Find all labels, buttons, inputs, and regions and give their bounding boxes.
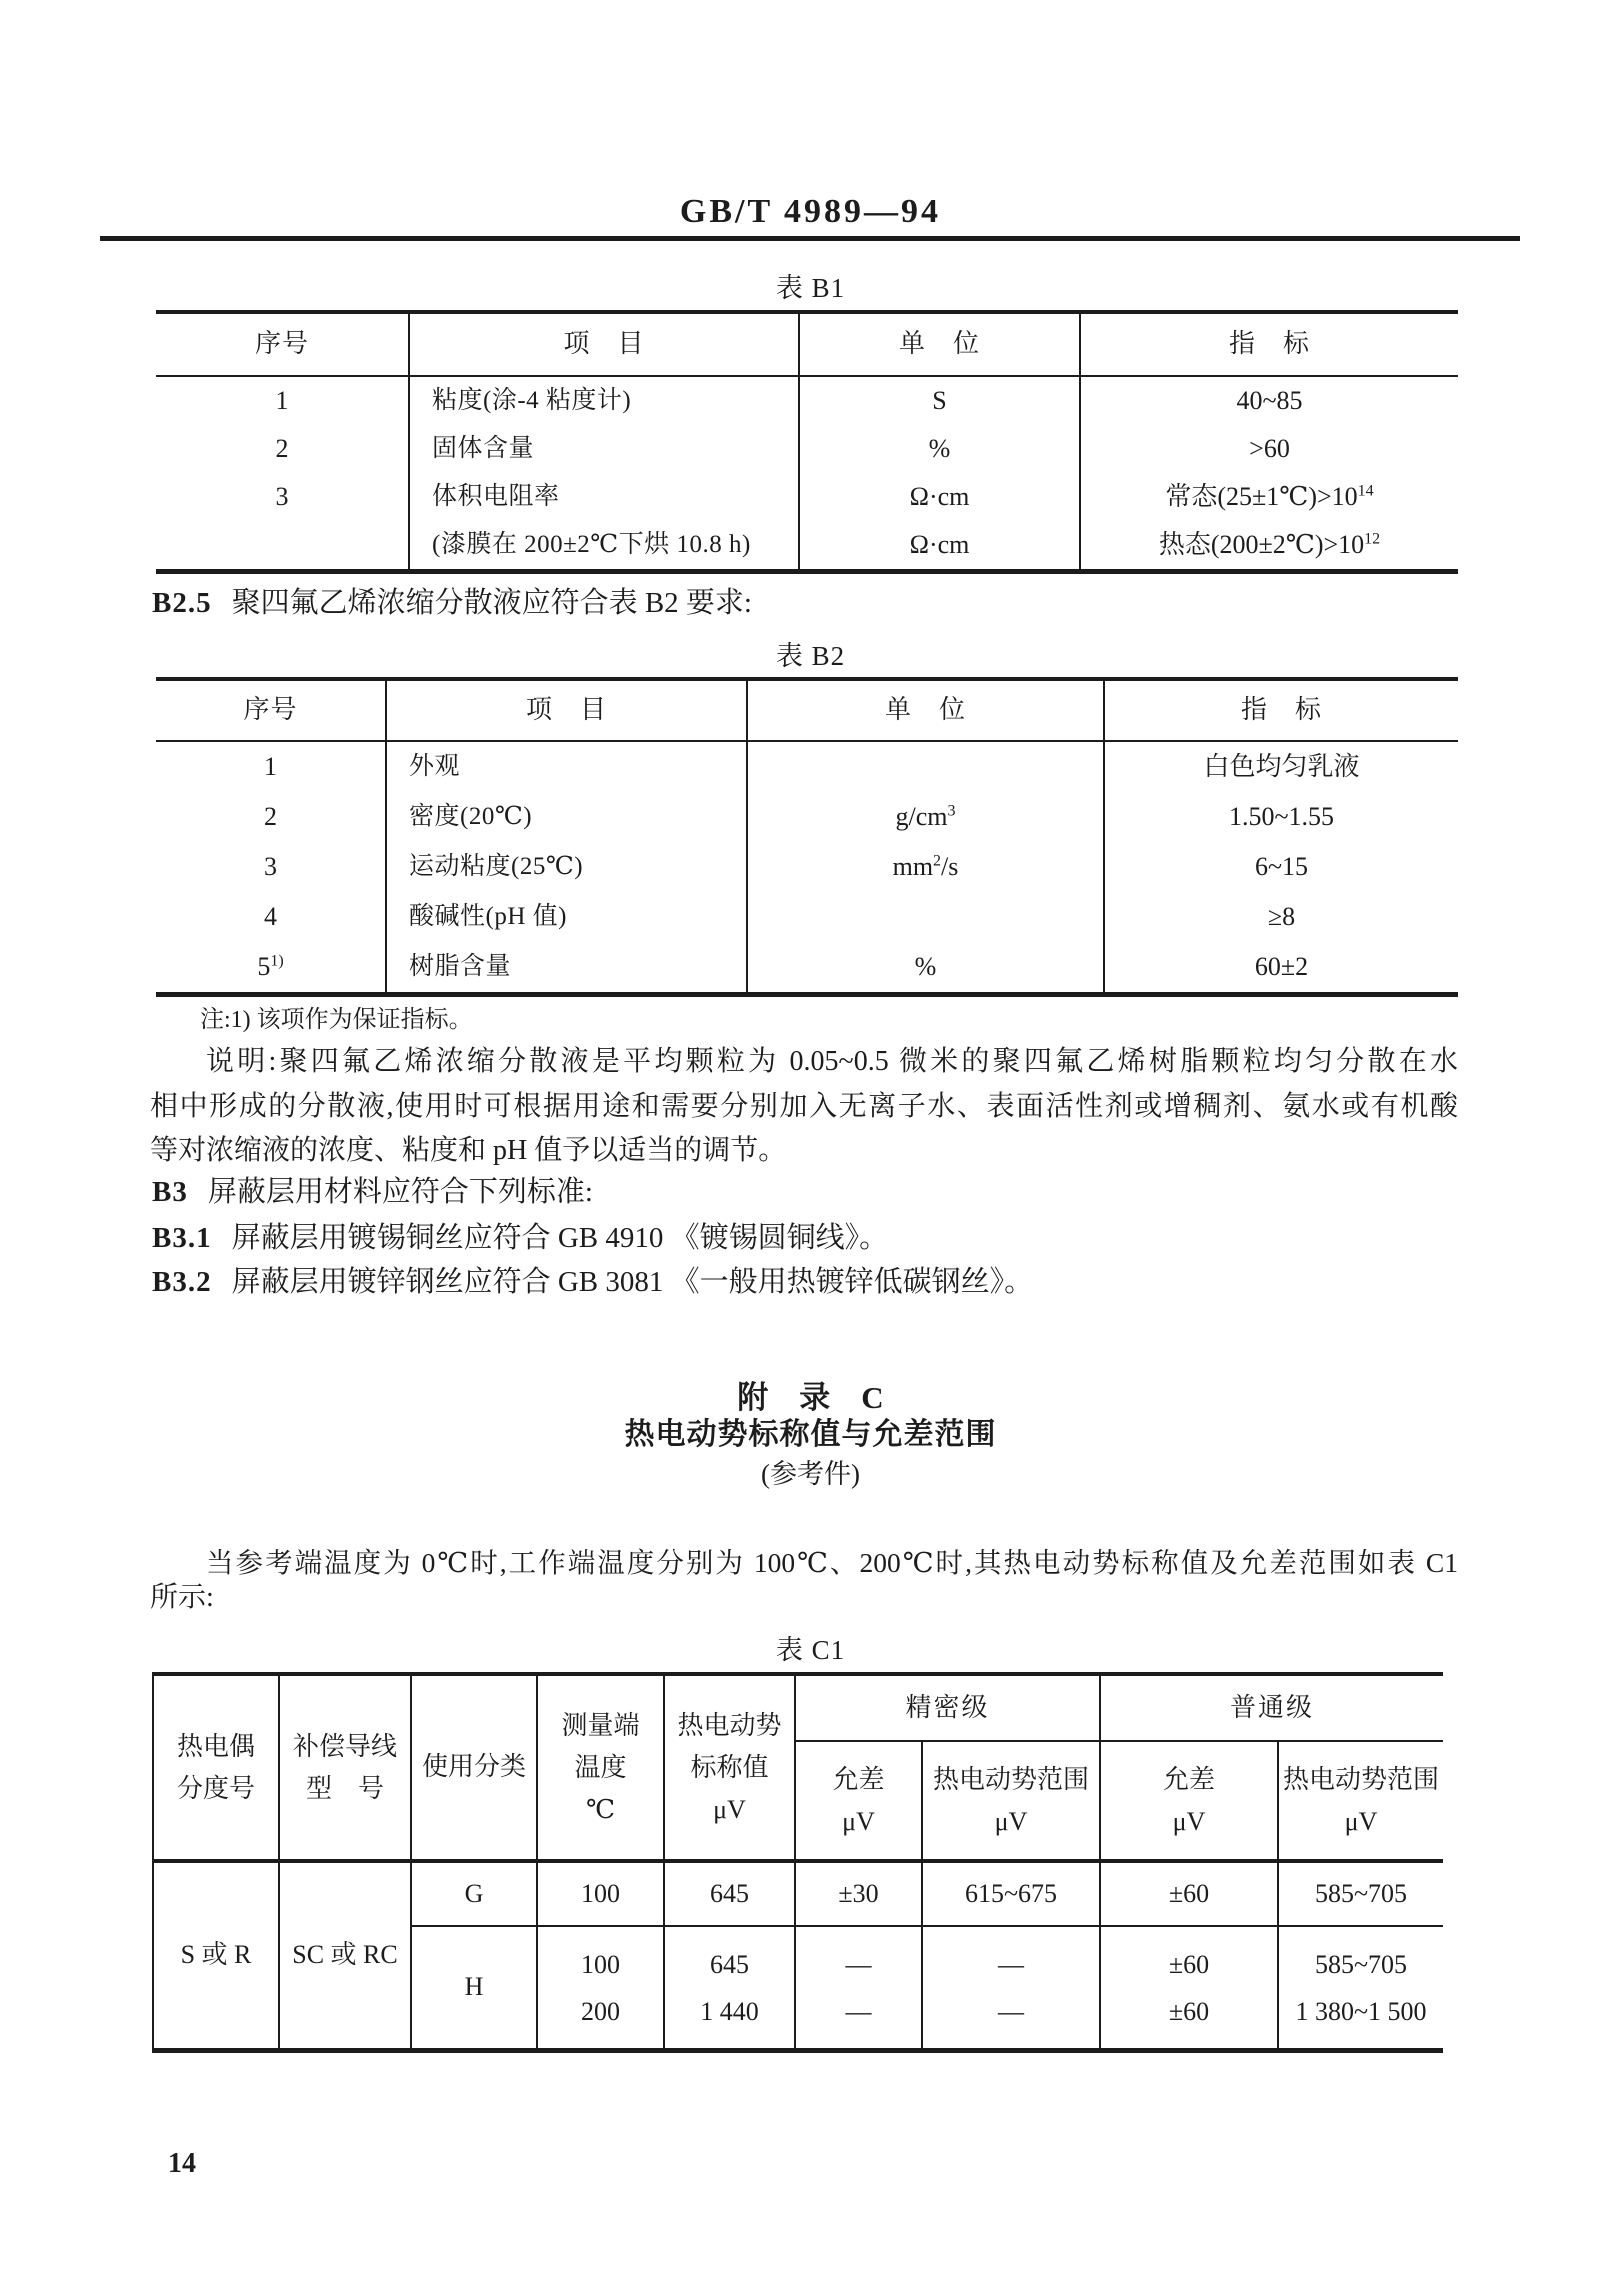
section-b3-2 [152, 1264, 1033, 1300]
cell-line: ±60 [1168, 1949, 1210, 1979]
c1-header-meas-temp [537, 1674, 664, 1861]
header-line: 热电偶 [176, 1731, 255, 1761]
table-cell [747, 842, 1104, 892]
c1-header-usage-class: 使用分类 [411, 1674, 537, 1861]
table-cell [747, 792, 1104, 842]
table-cell [156, 942, 386, 995]
header-line: 补偿导线 [292, 1731, 397, 1761]
c1-group-header-row [153, 1674, 1443, 1741]
table-cell: 4 [264, 901, 277, 931]
header-line: 热电动势 [677, 1710, 782, 1740]
header-line: 标称值 [690, 1752, 769, 1782]
table-cell: ≥8 [1104, 892, 1458, 942]
table-cell [664, 1926, 795, 2051]
table-cell: 运动粘度(25℃) [386, 842, 747, 892]
table-cell: 60±2 [1104, 942, 1458, 995]
c1-header-emf-nominal [664, 1674, 795, 1861]
table-b1-caption: 表 B1 [775, 273, 846, 303]
cell-line: 1 380~1 500 [1295, 1996, 1427, 2026]
section-text: 聚四氟乙烯浓缩分散液应符合表 B2 要求: [231, 587, 752, 619]
header-line: μV [713, 1794, 746, 1824]
table-cell: 2 [264, 801, 277, 831]
table-cell [922, 1926, 1100, 2051]
header-line: ℃ [585, 1794, 616, 1824]
unit-value: g/cm [895, 801, 948, 831]
table-b2-footnote: 注:1) 该项作为保证指标。 [200, 1007, 473, 1033]
section-b3 [152, 1174, 593, 1210]
explanation-line: 等对浓缩液的浓度、粘度和 pH 值予以适当的调节。 [150, 1135, 787, 1166]
header-line: 热电动势范围 [933, 1764, 1090, 1794]
table-cell: G [411, 1861, 537, 1926]
header-rule [100, 236, 1520, 241]
table-cell: 100 [537, 1861, 664, 1926]
superscript: 14 [1357, 482, 1374, 500]
table-cell [747, 892, 1104, 942]
appendix-c-intro-line1: 当参考端温度为 0℃时,工作端温度分别为 100℃、200℃时,其热电动势标称值及允差范围如表 C1 [206, 1547, 1458, 1578]
c1-header-comp-wire [279, 1674, 411, 1861]
section-text: 屏蔽层用镀锡铜丝应符合 GB 4910 《镀锡圆铜线》。 [231, 1222, 889, 1254]
header-line: 型 号 [305, 1773, 384, 1803]
table-row [156, 376, 1458, 425]
explanation-line: 相中形成的分散液,使用时可根据用途和需要分别加入无离子水、表面活性剂或增稠剂、氨水或有机酸 [150, 1090, 1458, 1122]
table-cell [1080, 473, 1458, 521]
footnote-marker: 1) [270, 952, 284, 970]
table-row [156, 521, 1458, 572]
spec-value: 热态(200±2℃)>10 [1158, 529, 1365, 559]
table-cell: Ω·cm [799, 521, 1080, 572]
table-cell: 白色均匀乳液 [1104, 741, 1458, 792]
table-row [156, 892, 1458, 942]
table-b1 [156, 310, 1458, 574]
table-c1-caption: 表 C1 [775, 1635, 846, 1665]
header-line: μV [842, 1806, 875, 1836]
section-number: B3.2 [152, 1266, 212, 1298]
page-number: 14 [168, 2148, 196, 2179]
explanation-paragraph [150, 1040, 1458, 1174]
table-cell: % [799, 425, 1080, 473]
table-cell: 3 [264, 851, 277, 881]
table-cell [1278, 1926, 1443, 2051]
table-cell: 树脂含量 [386, 942, 747, 995]
doc-number: GB/T 4989—94 [679, 193, 942, 230]
b1-header-item: 项 目 [409, 312, 799, 376]
table-cell: ±30 [795, 1861, 922, 1926]
table-cell [1100, 1926, 1278, 2051]
table-cell: >60 [1080, 425, 1458, 473]
table-cell: 酸碱性(pH 值) [386, 892, 747, 942]
table-cell: 3 [275, 481, 289, 511]
table-cell: 40~85 [1080, 376, 1458, 425]
b1-header-seq: 序号 [156, 312, 409, 376]
c1-group-precision: 精密级 [795, 1674, 1100, 1741]
header-line: μV [1172, 1806, 1206, 1836]
unit-value: mm [892, 851, 934, 881]
b1-header-unit: 单 位 [799, 312, 1080, 376]
spec-value: 常态(25±1℃)>10 [1165, 481, 1358, 511]
c1-comp-wire-type: SC 或 RC [279, 1861, 411, 2051]
table-cell: 585~705 [1278, 1861, 1443, 1926]
c1-group-common: 普通级 [1100, 1674, 1443, 1741]
header-line: 允差 [832, 1764, 885, 1794]
section-b3-1 [152, 1220, 888, 1256]
table-cell [747, 741, 1104, 792]
cell-line: 585~705 [1314, 1949, 1408, 1979]
table-cell: 6~15 [1104, 842, 1458, 892]
section-number: B3.1 [152, 1222, 212, 1254]
cell-line: ±60 [1168, 1996, 1210, 2026]
section-text: 屏蔽层用材料应符合下列标准: [207, 1176, 593, 1208]
table-cell: 1.50~1.55 [1104, 792, 1458, 842]
b1-header-spec: 指 标 [1080, 312, 1458, 376]
section-number: B2.5 [152, 587, 212, 619]
table-row [156, 425, 1458, 473]
header-line: 测量端 [561, 1710, 640, 1740]
table-cell: (漆膜在 200±2℃下烘 10.8 h) [409, 521, 799, 572]
table-b2-header-row [156, 679, 1458, 741]
section-number: B3 [152, 1176, 188, 1208]
cell-line: — [998, 1996, 1024, 2026]
table-cell: % [747, 942, 1104, 995]
appendix-c-intro-line2: 所示: [150, 1582, 214, 1613]
appendix-c-title: 附 录 C [737, 1380, 884, 1415]
table-cell: S [799, 376, 1080, 425]
appendix-c-subtitle: 热电动势标称值与允差范围 [624, 1418, 997, 1451]
table-cell: Ω·cm [799, 473, 1080, 521]
superscript: 12 [1364, 530, 1381, 548]
table-cell: H [411, 1926, 537, 2051]
cell-line: — [998, 1949, 1024, 1979]
table-cell: 体积电阻率 [409, 473, 799, 521]
appendix-c-ref-note: (参考件) [761, 1459, 860, 1489]
header-line: μV [1344, 1806, 1378, 1836]
c1-header-common-range [1278, 1741, 1443, 1861]
table-b2 [156, 677, 1458, 997]
header-line: 热电动势范围 [1283, 1764, 1440, 1794]
table-cell: ±60 [1100, 1861, 1278, 1926]
table-c1 [152, 1672, 1443, 2053]
table-cell [1080, 521, 1458, 572]
explanation-line: 说明:聚四氟乙烯浓缩分散液是平均颗粒为 0.05~0.5 微米的聚四氟乙烯树脂颗粒均匀分散在水 [206, 1046, 1458, 1077]
table-cell: 外观 [386, 741, 747, 792]
b2-header-item: 项 目 [386, 679, 747, 741]
section-text: 屏蔽层用镀锌钢丝应符合 GB 3081 《一般用热镀锌低碳钢丝》。 [231, 1266, 1034, 1298]
table-cell: 1 [275, 385, 289, 415]
table-b2-caption: 表 B2 [775, 641, 846, 671]
c1-header-precision-range [922, 1741, 1100, 1861]
table-row [156, 792, 1458, 842]
b2-header-seq: 序号 [156, 679, 386, 741]
table-cell: 粘度(涂-4 粘度计) [409, 376, 799, 425]
superscript: 2 [933, 852, 942, 870]
c1-header-precision-tolerance [795, 1741, 922, 1861]
table-row [156, 842, 1458, 892]
superscript: 3 [947, 802, 956, 820]
c1-row-g [153, 1861, 1443, 1926]
unit-tail: /s [941, 851, 959, 881]
table-cell: 645 [664, 1861, 795, 1926]
cell-line: — [845, 1949, 872, 1979]
table-cell [795, 1926, 922, 2051]
table-row [156, 942, 1458, 995]
header-line: μV [994, 1806, 1028, 1836]
c1-header-thermocouple [153, 1674, 279, 1861]
table-cell [156, 521, 409, 572]
b2-header-spec: 指 标 [1104, 679, 1458, 741]
cell-line: — [845, 1996, 872, 2026]
header-line: 分度号 [176, 1773, 255, 1803]
table-b1-header-row [156, 312, 1458, 376]
table-cell: 1 [264, 751, 277, 781]
c1-header-common-tolerance [1100, 1741, 1278, 1861]
table-cell [537, 1926, 664, 2051]
table-cell: 密度(20℃) [386, 792, 747, 842]
c1-thermocouple-type: S 或 R [153, 1861, 279, 2051]
table-cell: 615~675 [922, 1861, 1100, 1926]
cell-line: 100 [581, 1949, 620, 1979]
header-line: 温度 [574, 1752, 627, 1782]
header-line: 允差 [1163, 1764, 1216, 1794]
table-row [156, 473, 1458, 521]
cell-line: 1 440 [700, 1996, 759, 2026]
cell-line: 645 [710, 1949, 749, 1979]
table-row [156, 741, 1458, 792]
section-b2-5 [152, 585, 752, 621]
table-cell: 固体含量 [409, 425, 799, 473]
b2-header-unit: 单 位 [747, 679, 1104, 741]
seq-value: 5 [257, 951, 271, 981]
cell-line: 200 [581, 1996, 620, 2026]
table-cell: 2 [275, 433, 289, 463]
